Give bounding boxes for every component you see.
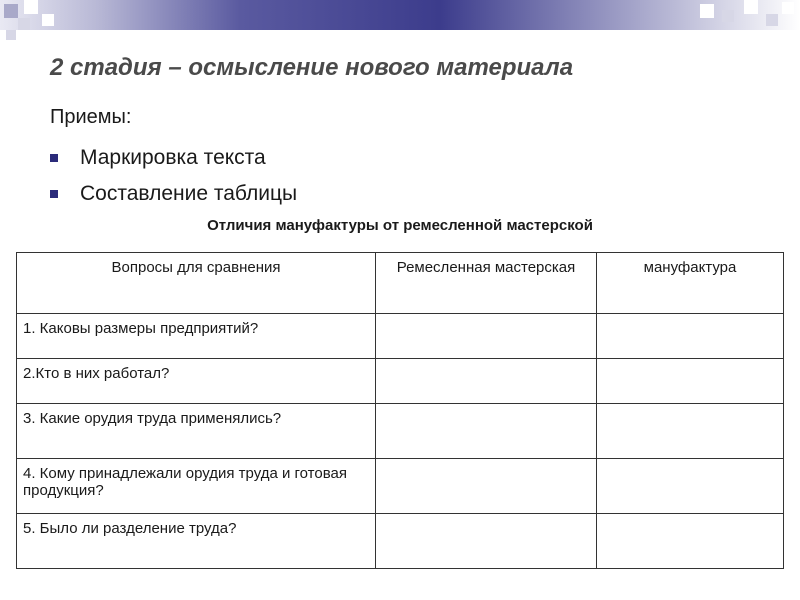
workshop-cell[interactable] xyxy=(376,314,597,359)
workshop-cell[interactable] xyxy=(376,359,597,404)
table-row xyxy=(17,514,784,569)
question-cell: 1. Каковы размеры предприятий? xyxy=(17,314,376,359)
table-row xyxy=(17,314,784,359)
bullet-item xyxy=(50,140,297,176)
question-cell: 4. Кому принадлежали орудия труда и готовая продукция? xyxy=(17,459,376,514)
table-row xyxy=(17,459,784,514)
bullet-text: Маркировка текста xyxy=(80,146,266,169)
table-caption: Отличия мануфактуры от ремесленной мастерской xyxy=(207,217,593,234)
manufactory-cell[interactable] xyxy=(597,359,784,404)
techniques-label: Приемы: xyxy=(50,106,132,128)
header-manufactory: мануфактура xyxy=(597,253,784,314)
manufactory-cell[interactable] xyxy=(597,459,784,514)
table-row xyxy=(17,404,784,459)
slide-title: 2 стадия – осмысление нового материала xyxy=(50,54,574,81)
top-decorative-band xyxy=(0,0,800,30)
table-header-row xyxy=(17,253,784,314)
header-questions: Вопросы для сравнения xyxy=(17,253,376,314)
techniques-list xyxy=(50,140,297,212)
question-cell: 5. Было ли разделение труда? xyxy=(17,514,376,569)
question-cell: 2.Кто в них работал? xyxy=(17,359,376,404)
comparison-table xyxy=(16,252,784,569)
workshop-cell[interactable] xyxy=(376,459,597,514)
workshop-cell[interactable] xyxy=(376,514,597,569)
manufactory-cell[interactable] xyxy=(597,404,784,459)
table-row xyxy=(17,359,784,404)
square-bullet-icon xyxy=(50,154,58,162)
bullet-item xyxy=(50,176,297,212)
square-bullet-icon xyxy=(50,190,58,198)
manufactory-cell[interactable] xyxy=(597,514,784,569)
question-cell: 3. Какие орудия труда применялись? xyxy=(17,404,376,459)
bullet-text: Составление таблицы xyxy=(80,182,298,205)
workshop-cell[interactable] xyxy=(376,404,597,459)
manufactory-cell[interactable] xyxy=(597,314,784,359)
header-workshop: Ремесленная мастерская xyxy=(376,253,597,314)
